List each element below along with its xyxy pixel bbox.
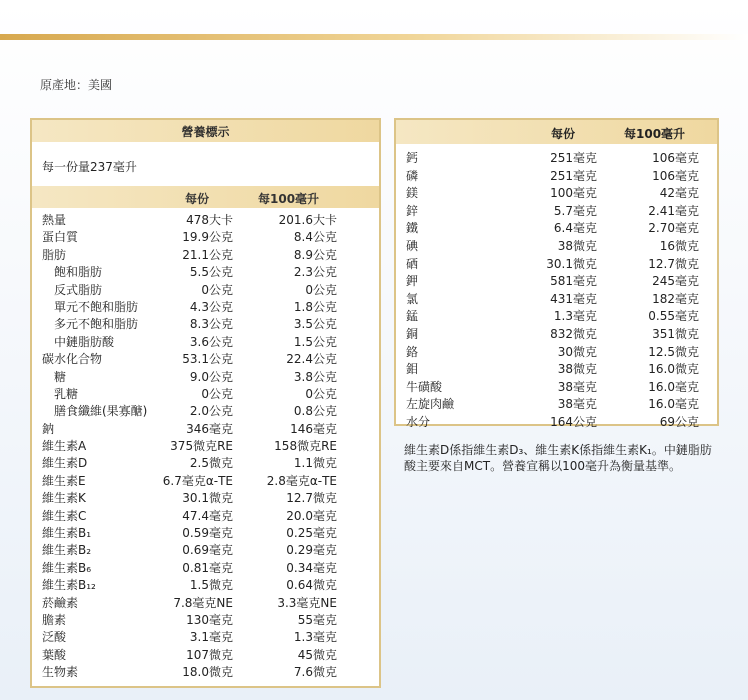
nutrient-name: 維生素E — [42, 473, 86, 488]
nutrient-name: 鈣 — [406, 151, 419, 165]
nutrient-name: 鈉 — [42, 421, 55, 436]
table-row — [32, 316, 379, 333]
per-serving-value: 0公克 — [201, 282, 233, 297]
table-row — [32, 386, 379, 403]
per-serving-value: 9.0公克 — [189, 369, 233, 384]
nutrient-name: 銅 — [406, 326, 419, 341]
nutrient-name: 牛磺酸 — [406, 379, 443, 394]
per-serving-value: 3.1毫克 — [189, 630, 233, 645]
per-100ml-value: 0公克 — [305, 386, 337, 401]
per-100ml-value: 8.9公克 — [293, 247, 337, 262]
table-row — [396, 344, 717, 362]
nutrient-name: 鋅 — [406, 203, 419, 218]
table-row — [32, 299, 379, 316]
table-row — [32, 612, 379, 629]
table-row — [396, 203, 717, 221]
table-row — [32, 212, 379, 229]
per-serving-value: 164公克 — [550, 414, 597, 429]
nutrient-name: 膽素 — [42, 612, 67, 627]
per-100ml-value: 12.7微克 — [648, 256, 699, 271]
per-100ml-value: 55毫克 — [297, 612, 337, 627]
table-row — [32, 229, 379, 246]
nutrient-name: 飽和脂肪 — [54, 265, 103, 280]
per-serving-value: 30微克 — [557, 344, 597, 359]
per-100ml-value: 0.55毫克 — [648, 309, 699, 324]
table-row — [396, 308, 717, 326]
per-serving-value: 0.59毫克 — [182, 526, 233, 541]
table-row — [32, 508, 379, 525]
per-100ml-value: 1.8公克 — [293, 299, 337, 314]
per-100ml-value: 69公克 — [659, 414, 699, 429]
table-row — [396, 168, 717, 186]
per-100ml-value: 7.6微克 — [293, 665, 337, 680]
table-row — [32, 282, 379, 299]
col-per-100ml-header: 每100毫升 — [258, 192, 320, 206]
table-row — [32, 577, 379, 594]
nutrient-name: 葉酸 — [42, 647, 67, 662]
per-100ml-value: 45微克 — [297, 647, 337, 662]
per-serving-value: 130毫克 — [186, 612, 233, 627]
per-100ml-value: 0.34毫克 — [286, 560, 337, 575]
per-100ml-value: 2.41毫克 — [648, 203, 699, 218]
per-serving-value: 30.1微克 — [182, 491, 233, 506]
per-serving-value: 251毫克 — [550, 168, 597, 183]
per-100ml-value: 42毫克 — [659, 186, 699, 201]
nutrient-name: 乳糖 — [54, 386, 79, 401]
per-serving-value: 107微克 — [186, 647, 233, 662]
per-100ml-value: 2.8毫克α-TE — [266, 473, 337, 488]
origin-label: 原產地：美國 — [40, 78, 113, 92]
per-serving-value: 8.3公克 — [189, 317, 233, 332]
table-row — [396, 326, 717, 344]
per-serving-value: 0.81毫克 — [182, 560, 233, 575]
nutrient-name: 維生素B₂ — [42, 543, 92, 558]
table-row — [396, 273, 717, 291]
nutrient-name: 鉀 — [406, 274, 419, 289]
per-100ml-value: 0.25毫克 — [286, 526, 337, 541]
col-per-100ml-header: 每100毫升 — [624, 127, 686, 141]
nutrient-name: 鎂 — [406, 186, 419, 201]
nutrient-name: 鐵 — [406, 221, 419, 236]
nutrient-name: 維生素D — [42, 456, 88, 471]
table-row — [32, 403, 379, 420]
per-serving-value: 30.1微克 — [546, 256, 597, 271]
nutrient-name: 鉬 — [406, 362, 419, 377]
table-row — [396, 396, 717, 414]
per-serving-value: 431毫克 — [550, 291, 597, 306]
table-row — [32, 247, 379, 264]
per-100ml-value: 106毫克 — [652, 151, 699, 165]
per-100ml-value: 158微克RE — [274, 439, 337, 454]
per-100ml-value: 0公克 — [305, 282, 337, 297]
table-row — [396, 185, 717, 203]
table-row — [32, 542, 379, 559]
per-serving-value: 7.8毫克NE — [173, 595, 233, 610]
nutrient-name: 維生素K — [42, 491, 86, 506]
per-serving-value: 0公克 — [201, 386, 233, 401]
nutrition-table-right — [394, 118, 719, 429]
per-100ml-value: 3.3毫克NE — [277, 595, 337, 610]
mineral-rows — [396, 150, 717, 432]
nutrient-name: 維生素C — [42, 508, 87, 523]
per-100ml-value: 0.8公克 — [293, 404, 337, 419]
per-serving-value: 2.0公克 — [189, 404, 233, 419]
per-100ml-value: 16.0微克 — [648, 362, 699, 377]
nutrient-name: 膳食纖維(果寡醣) — [54, 404, 148, 419]
table-row — [32, 525, 379, 542]
nutrient-name: 蛋白質 — [42, 230, 79, 245]
per-serving-value: 100毫克 — [550, 186, 597, 201]
table-row — [396, 379, 717, 397]
per-100ml-value: 12.7微克 — [286, 491, 337, 506]
per-serving-value: 832微克 — [550, 326, 597, 341]
column-header-band — [396, 120, 717, 144]
footnote: 維生素D係指維生素D₃、維生素K係指維生素K₁。中鏈脂肪酸主要來自MCT。營養宣稱以100毫升為衡量基準。 — [404, 443, 712, 473]
table-row — [396, 220, 717, 238]
per-serving-value: 5.7毫克 — [553, 203, 597, 218]
header-accent-bar — [0, 34, 748, 40]
nutrient-name: 左旋肉鹼 — [406, 397, 455, 412]
col-per-serving-header: 每份 — [185, 192, 210, 206]
nutrient-name: 維生素B₁₂ — [42, 578, 96, 593]
table-row — [32, 421, 379, 438]
per-100ml-value: 1.1微克 — [293, 456, 337, 471]
per-serving-value: 53.1公克 — [182, 352, 233, 367]
table-row — [32, 647, 379, 664]
nutrient-name: 熱量 — [42, 213, 67, 227]
nutrient-name: 硒 — [406, 256, 419, 271]
nutrient-name: 鉻 — [406, 344, 419, 359]
nutrient-name: 泛酸 — [42, 630, 67, 645]
table-row — [32, 473, 379, 490]
per-serving-value: 19.9公克 — [182, 230, 233, 245]
nutrient-name: 水分 — [406, 414, 431, 429]
nutrition-table-left — [30, 118, 381, 688]
per-100ml-value: 106毫克 — [652, 168, 699, 183]
per-serving-value: 5.5公克 — [189, 265, 233, 280]
per-100ml-value: 12.5微克 — [648, 344, 699, 359]
table-row — [32, 490, 379, 507]
per-100ml-value: 351微克 — [652, 326, 699, 341]
nutrient-name: 反式脂肪 — [54, 282, 103, 297]
per-serving-value: 375微克RE — [170, 439, 233, 454]
table-row — [396, 291, 717, 309]
nutrient-name: 菸鹼素 — [42, 595, 79, 610]
per-serving-value: 38毫克 — [557, 379, 597, 394]
per-100ml-value: 1.5公克 — [293, 334, 337, 349]
table-row — [396, 238, 717, 256]
table-row — [32, 438, 379, 455]
per-100ml-value: 2.70毫克 — [648, 221, 699, 236]
per-100ml-value: 0.64微克 — [286, 578, 337, 593]
per-serving-value: 38毫克 — [557, 397, 597, 412]
table-row — [32, 334, 379, 351]
per-100ml-value: 22.4公克 — [286, 352, 337, 367]
per-serving-value: 18.0微克 — [182, 665, 233, 680]
nutrient-name: 中鏈脂肪酸 — [54, 334, 115, 349]
nutrient-name: 多元不飽和脂肪 — [54, 317, 139, 332]
per-100ml-value: 16.0毫克 — [648, 397, 699, 412]
nutrient-name: 碳水化合物 — [42, 352, 103, 367]
table-row — [396, 414, 717, 432]
per-serving-value: 0.69毫克 — [182, 543, 233, 558]
nutrient-name: 錳 — [406, 309, 419, 324]
nutrient-name: 生物素 — [42, 665, 79, 680]
per-serving-value: 21.1公克 — [182, 247, 233, 262]
table-row — [32, 595, 379, 612]
per-100ml-value: 201.6大卡 — [278, 213, 337, 227]
nutrient-name: 維生素A — [42, 439, 87, 454]
table-row — [396, 150, 717, 168]
table-row — [32, 629, 379, 646]
per-serving-value: 4.3公克 — [189, 299, 233, 314]
per-100ml-value: 16微克 — [659, 238, 699, 253]
per-serving-value: 47.4毫克 — [182, 508, 233, 523]
per-100ml-value: 245毫克 — [652, 274, 699, 289]
per-serving-value: 346毫克 — [186, 421, 233, 436]
per-100ml-value: 3.5公克 — [293, 317, 337, 332]
table-row — [32, 455, 379, 472]
per-100ml-value: 182毫克 — [652, 291, 699, 306]
nutrient-name: 維生素B₆ — [42, 560, 92, 575]
title-band — [32, 120, 379, 142]
per-serving-value: 478大卡 — [186, 213, 233, 227]
nutrient-name: 單元不飽和脂肪 — [54, 299, 139, 314]
per-serving-value: 2.5微克 — [189, 456, 233, 471]
per-100ml-value: 1.3毫克 — [293, 630, 337, 645]
per-100ml-value: 2.3公克 — [293, 265, 337, 280]
per-100ml-value: 0.29毫克 — [286, 543, 337, 558]
per-serving-value: 1.5微克 — [189, 578, 233, 593]
nutrient-name: 脂肪 — [42, 247, 67, 262]
per-serving-value: 38微克 — [557, 238, 597, 253]
table-row — [32, 351, 379, 368]
column-header-band — [32, 186, 379, 208]
nutrient-rows — [32, 212, 379, 682]
per-serving-value: 6.4毫克 — [553, 221, 597, 236]
table-row — [396, 256, 717, 274]
table-row — [32, 264, 379, 281]
per-100ml-value: 8.4公克 — [293, 230, 337, 245]
per-serving-value: 581毫克 — [550, 274, 597, 289]
per-serving-value: 38微克 — [557, 362, 597, 377]
per-100ml-value: 16.0毫克 — [648, 379, 699, 394]
table-title: 營養標示 — [181, 125, 230, 139]
per-serving-value: 251毫克 — [550, 151, 597, 165]
per-100ml-value: 3.8公克 — [293, 369, 337, 384]
nutrient-name: 維生素B₁ — [42, 526, 92, 541]
col-per-serving-header: 每份 — [551, 127, 576, 141]
serving-size: 每一份量237毫升 — [42, 160, 137, 174]
per-100ml-value: 20.0毫克 — [286, 508, 337, 523]
table-row — [396, 361, 717, 379]
table-row — [32, 560, 379, 577]
nutrient-name: 氯 — [406, 291, 419, 306]
per-serving-value: 1.3毫克 — [553, 309, 597, 324]
per-serving-value: 6.7毫克α-TE — [162, 473, 233, 488]
per-100ml-value: 146毫克 — [290, 421, 337, 436]
nutrient-name: 磷 — [406, 168, 419, 183]
table-row — [32, 369, 379, 386]
table-row — [32, 664, 379, 681]
nutrient-name: 碘 — [406, 238, 419, 253]
per-serving-value: 3.6公克 — [189, 334, 233, 349]
nutrient-name: 糖 — [54, 369, 67, 384]
